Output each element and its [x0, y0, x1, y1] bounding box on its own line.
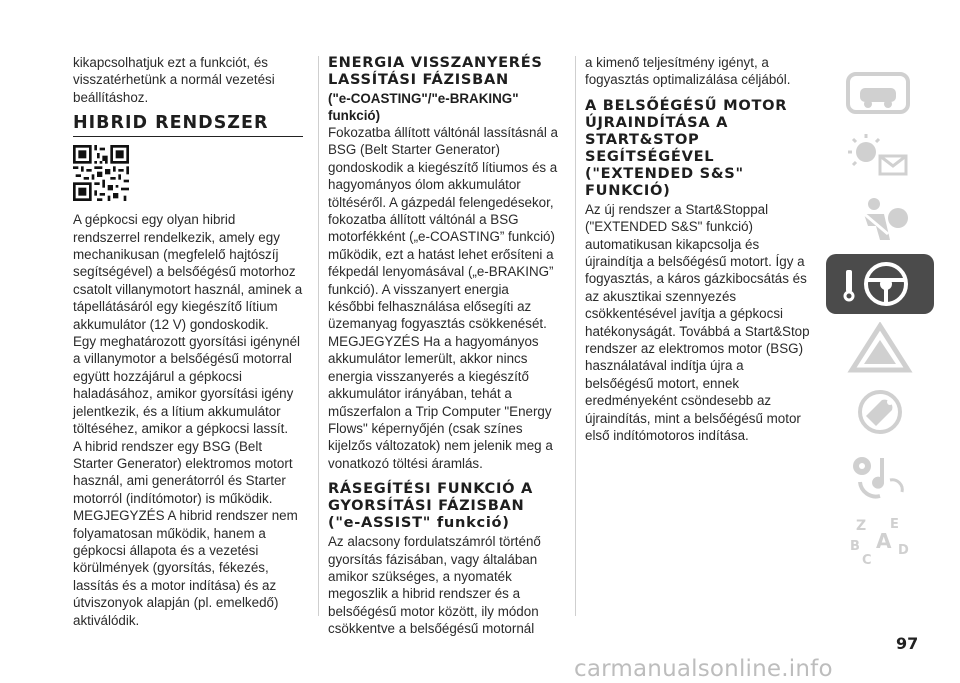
- column1-intro: kikapcsolhatjuk ezt a funkciót, és visszatérhetünk a normál vezetési beállításhoz.: [73, 55, 275, 105]
- column-2: [328, 54, 558, 638]
- energia-note: MEGJEGYZÉS Ha a hagyományos akkumulátor lemerült, akkor nincs energia visszanyerés a kiegészítő akkumulátor irányában, tehát a műszerfalon a Trip Computer "Energy Flows" képernyőjén (csak színes kijelzős változatok) nem jelenik meg a vonatkozó töltési áramlás.: [328, 333, 553, 471]
- index-letter: D: [898, 543, 909, 558]
- column-divider-2: [575, 56, 576, 616]
- energia-heading: ENERGIA VISSZANYERÉS LASSÍTÁSI FÁZISBAN: [328, 54, 543, 88]
- tab-multimedia[interactable]: [826, 446, 934, 506]
- chapter-sidebar: [826, 62, 934, 574]
- column-3: [585, 54, 815, 445]
- tab-index-letters[interactable]: [826, 510, 934, 570]
- tab-wrench-car[interactable]: [826, 382, 934, 442]
- energia-paragraph-1: Fokozatba állított váltónál lassításnál a BSG (Belt Starter Generator) gondoskodik a kiegészítő lítiumos és a hagyományos ólom akkumulátor töltéséről. A gázpedál felengedésekor, fokozatba állított váltónál a BSG motorfékként („e-COASTING” funkció) működik, ezt a hatást lehet erősíteni a fékpedál lenyomásával („e-BRAKING” funkció). A visszanyert energia későbbi felhasználása elősegíti az üzemanyag fogyasztás csökkenését.: [328, 125, 559, 332]
- column-1: [73, 54, 303, 629]
- index-letter: C: [862, 553, 872, 566]
- index-letter: E: [890, 517, 899, 532]
- energia-subheading: ("e-COASTING"/"e-BRAKING" funkció): [328, 91, 519, 123]
- column3-intro: a kimenő teljesítmény igényt, a fogyasztás optimalizálása céljából.: [585, 55, 791, 88]
- ujrainditas-paragraph: Az új rendszer a Start&Stoppal ("EXTENDED S&S" funkció) automatikusan kikapcsolja és újraindítja a belsőégésű motort. Így a fogyasztás, a káros gázkibocsátás és az akusztikai szennyezés csökkentésével javítja a gépkocsi hatékonyságát. Továbbá a Start&Stop rendszer az elektromos motor (BSG) használatával indítja újra a belsőégésű motort, ennek eredményeként csöndesebb az újraindítás, mint a belsőégésű motor első indítómotoros indítása.: [585, 201, 810, 444]
- rasegitesi-heading: RÁSEGÍTÉSI FUNKCIÓ A GYORSÍTÁSI FÁZISBAN ("e-ASSIST" funkció): [328, 480, 533, 532]
- ujrainditas-heading: A BELSŐÉGÉSŰ MOTOR ÚJRAINDÍTÁSA A START&STOP SEGÍTSÉGÉVEL ("EXTENDED S&S" FUNKCIÓ): [585, 96, 788, 199]
- hibrid-paragraph-1: A gépkocsi egy olyan hibrid rendszerrel rendelkezik, amely egy mechanikusan (megfelelő hajtószíj segítségével) a belsőégésű motorhoz csatolt villanymotort használ, aminek a tápellátásáról egy kiegészítő lítium akkumulátor (12 V) gondoskodik.: [73, 212, 303, 332]
- hibrid-rendszer-heading: HIBRID RENDSZER: [73, 114, 303, 137]
- steering-wheel-key-icon: [840, 258, 920, 310]
- tab-seatbelt-airbag[interactable]: [826, 190, 934, 250]
- lights-warning-icon: [840, 130, 920, 182]
- column-divider-1: [318, 56, 319, 616]
- watermark: carmanualsonline.info: [574, 656, 833, 682]
- index-letters-icon: [840, 514, 920, 566]
- rasegitesi-paragraph: Az alacsony fordulatszámról történő gyorsítás fázisában, vagy általában amikor szükséges, a nyomaték megoszlik a hibrid rendszer és a belsőégésű motor között, ily módon csökkentve a belsőégésű motornál: [328, 534, 541, 637]
- wrench-car-icon: [840, 386, 920, 438]
- hibrid-paragraph-3: A hibrid rendszer egy BSG (Belt Starter Generator) elektromos motort használ, ami generátorról és Starter motorról (indítómotor) is működik.: [73, 438, 293, 506]
- tab-lights-warning[interactable]: [826, 126, 934, 186]
- qr-code-image: [73, 145, 129, 201]
- page-number: 97: [896, 634, 919, 653]
- tab-warning-triangle[interactable]: [826, 318, 934, 378]
- index-letter: Z: [856, 518, 867, 534]
- qr-code[interactable]: [73, 145, 129, 201]
- hibrid-paragraph-2: Egy meghatározott gyorsítási igénynél a villanymotor a belsőégésű motorral együtt hozzájárul a gépkocsi haladásához, amikor gyorsítási igény jelentkezik, és a lítium akkumulátor töltéséhez, amikor a gépkocsi lassít.: [73, 334, 301, 437]
- index-letter: B: [850, 539, 860, 554]
- hibrid-note: MEGJEGYZÉS A hibrid rendszer nem folyamatosan működik, hanem a gépkocsi állapota és a vezetési körülmények (gyorsítás, fékezés, lassítás és a motor indítása) és az útviszonyok alapján (pl. emelkedő) aktiválódik.: [73, 508, 298, 628]
- warning-triangle-icon: [840, 322, 920, 374]
- seatbelt-airbag-icon: [840, 194, 920, 246]
- car-dashboard-icon: [840, 66, 920, 118]
- tab-car-dashboard[interactable]: [826, 62, 934, 122]
- tab-steering-wheel-key[interactable]: [826, 254, 934, 314]
- index-letter: A: [876, 529, 892, 553]
- multimedia-icon: [840, 450, 920, 502]
